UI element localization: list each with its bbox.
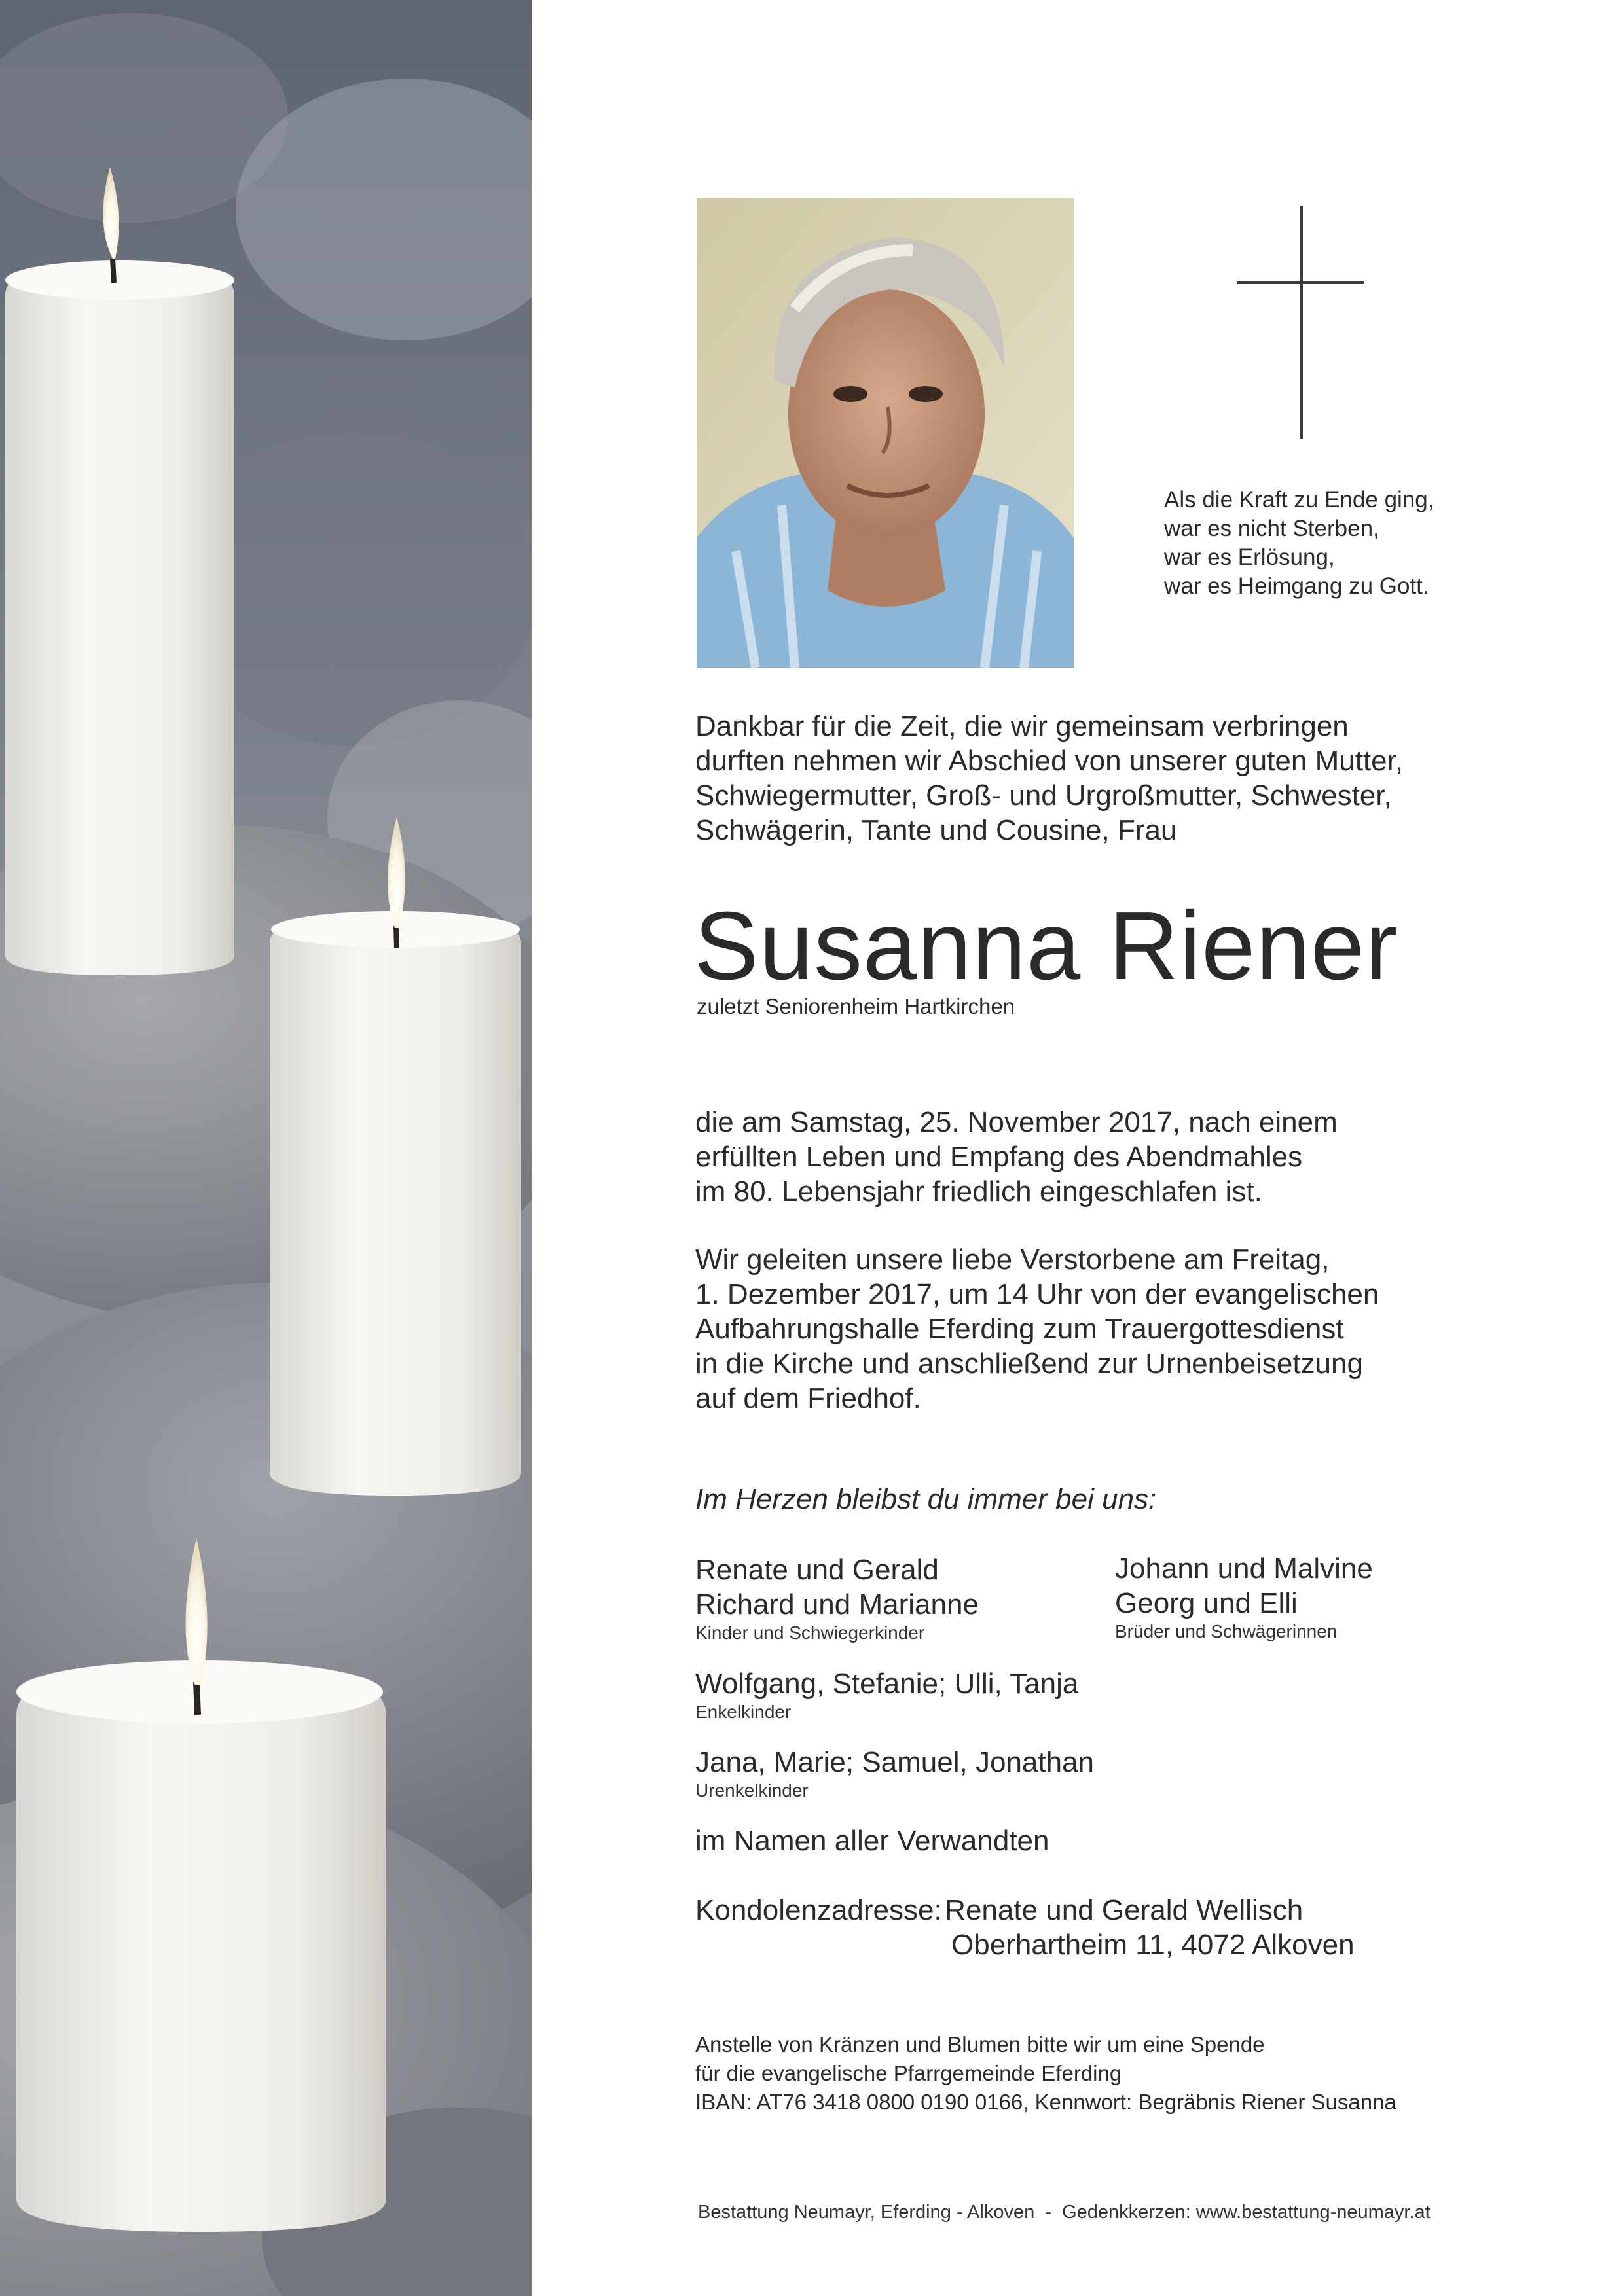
mourner-relation: Urenkelkinder: [695, 1780, 809, 1801]
death-notice-line: die am Samstag, 25. November 2017, nach einem: [695, 1106, 1338, 1138]
portrait-photo: [697, 198, 1074, 668]
verse: [1164, 486, 1434, 601]
mourner-group-children: [695, 1552, 979, 1644]
death-notice-line: erfüllten Leben und Empfang des Abendmahles: [695, 1141, 1303, 1173]
condolence-address: [695, 1893, 1303, 1928]
funeral-notice-line: auf dem Friedhof.: [695, 1382, 921, 1414]
mourners-closing: im Namen aller Verwandten: [695, 1825, 1049, 1857]
donation-note: [695, 2030, 1396, 2117]
verse-line: war es Erlösung,: [1164, 545, 1335, 570]
mourner-relation: Enkelkinder: [695, 1702, 792, 1722]
cross-icon: [1237, 206, 1364, 439]
mourner-group-great-grandchildren: [695, 1745, 1094, 1802]
deceased-name: Susanna Riener: [694, 892, 1398, 1000]
candles-on-stones-image: [0, 0, 532, 2296]
donation-line: Anstelle von Kränzen und Blumen bitte wir um eine Spende: [695, 2032, 1265, 2056]
verse-line: war es nicht Sterben,: [1164, 516, 1379, 541]
intro-line: Schwägerin, Tante und Cousine, Frau: [695, 814, 1177, 846]
intro-line: Dankbar für die Zeit, die wir gemeinsam verbringen: [695, 710, 1349, 742]
death-notice: [695, 1105, 1338, 1209]
mourner-names: Renate und Gerald: [695, 1554, 939, 1586]
candle-icon: [270, 817, 521, 1496]
funeral-notice-line: Wir geleiten unsere liebe Verstorbene am Freitag,: [695, 1244, 1330, 1276]
family-heading: Im Herzen bleibst du immer bei uns:: [695, 1483, 1157, 1515]
funeral-notice-line: in die Kirche und anschließend zur Urnenbeisetzung: [695, 1348, 1363, 1380]
condolence-name: Renate und Gerald Wellisch: [945, 1894, 1304, 1926]
intro-line: durften nehmen wir Abschied von unserer guten Mutter,: [695, 745, 1404, 777]
mourner-names: Wolfgang, Stefanie; Ulli, Tanja: [695, 1668, 1079, 1700]
deceased-residence: zuletzt Seniorenheim Hartkirchen: [697, 994, 1015, 1018]
donation-line: für die evangelische Pfarrgemeinde Eferding: [695, 2061, 1122, 2085]
intro-line: Schwiegermutter, Groß- und Urgroßmutter, Schwester,: [695, 780, 1392, 812]
candle-photo-panel: [0, 0, 532, 2296]
mourner-names: Georg und Elli: [1115, 1587, 1298, 1619]
donation-line: IBAN: AT76 3418 0800 0190 0166, Kennwort: Begräbnis Riener Susanna: [695, 2090, 1396, 2114]
verse-line: Als die Kraft zu Ende ging,: [1164, 487, 1434, 512]
intro-text: [695, 709, 1403, 848]
mourner-relation: Kinder und Schwiegerkinder: [695, 1623, 925, 1643]
mourner-group-grandchildren: [695, 1666, 1078, 1723]
candle-icon: [5, 167, 234, 975]
mourner-relation: Brüder und Schwägerinnen: [1115, 1621, 1338, 1641]
condolence-street: Oberhartheim 11, 4072 Alkoven: [951, 1929, 1355, 1961]
condolence-label: Kondolenzadresse:: [695, 1894, 942, 1926]
funeral-notice-line: 1. Dezember 2017, um 14 Uhr von der evangelischen: [695, 1278, 1379, 1310]
death-notice-line: im 80. Lebensjahr friedlich eingeschlafen ist.: [695, 1175, 1262, 1208]
mourner-group-siblings: [1115, 1551, 1373, 1643]
funeral-notice-line: Aufbahrungshalle Eferding zum Trauergottesdienst: [695, 1313, 1344, 1345]
mourner-names: Johann und Malvine: [1115, 1552, 1373, 1585]
verse-line: war es Heimgang zu Gott.: [1164, 573, 1429, 599]
footer-text: Bestattung Neumayr, Eferding - Alkoven - Gedenkkerzen: www.bestattung-neumayr.at: [698, 2202, 1431, 2223]
funeral-notice: [695, 1242, 1379, 1416]
mourner-names: Richard und Marianne: [695, 1588, 979, 1621]
mourner-names: Jana, Marie; Samuel, Jonathan: [695, 1746, 1095, 1778]
